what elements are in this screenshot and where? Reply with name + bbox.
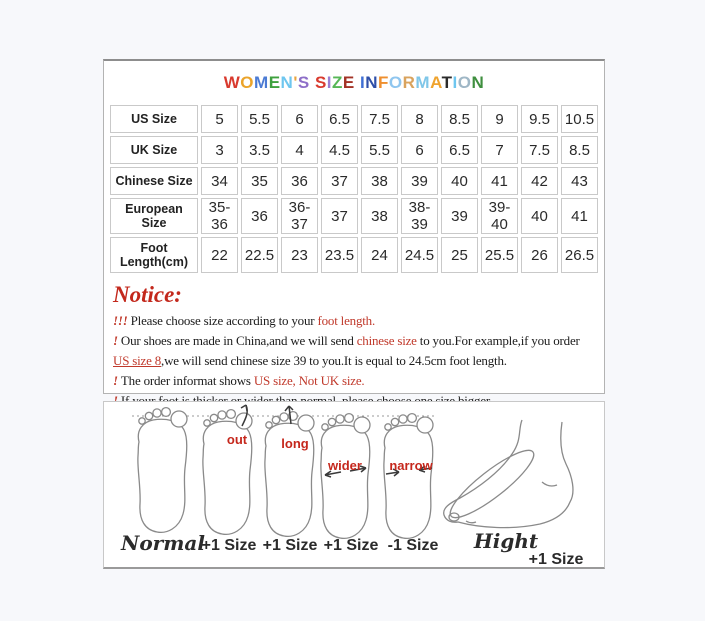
bottom-label-normal: Normal bbox=[121, 531, 205, 555]
title-letter: I bbox=[326, 73, 333, 92]
size-value-cell: 36 bbox=[241, 198, 278, 234]
size-table bbox=[107, 102, 601, 276]
foot-outline-normal bbox=[138, 408, 187, 533]
size-value-cell: 7 bbox=[481, 136, 518, 164]
size-value-cell: 38 bbox=[361, 167, 398, 195]
notice-text-segment: ! bbox=[113, 373, 121, 388]
foot-outline-narrow bbox=[384, 414, 433, 539]
title-letter: ' bbox=[293, 73, 298, 92]
notice-text-segment: US size 8 bbox=[113, 353, 162, 368]
size-value-cell: 6 bbox=[281, 105, 318, 133]
title-letter: E bbox=[268, 73, 281, 92]
title-letter: N bbox=[365, 73, 379, 92]
size-value-cell: 40 bbox=[521, 198, 558, 234]
size-value-cell: 40 bbox=[441, 167, 478, 195]
bottom-label-plus1-a: +1 Size bbox=[201, 537, 257, 554]
size-value-cell: 23.5 bbox=[321, 237, 358, 273]
title-letter: I bbox=[452, 73, 458, 92]
notice-text-segment: Our shoes are made in China,and we will send bbox=[120, 333, 357, 348]
size-value-cell: 6.5 bbox=[441, 136, 478, 164]
size-value-cell: 3 bbox=[201, 136, 238, 164]
title-letter: R bbox=[402, 73, 416, 92]
size-value-cell: 25 bbox=[441, 237, 478, 273]
size-value-cell: 8.5 bbox=[441, 105, 478, 133]
table-row bbox=[110, 136, 598, 164]
size-value-cell: 35-36 bbox=[201, 198, 238, 234]
notice-text-segment: ! bbox=[113, 333, 121, 348]
table-row bbox=[110, 237, 598, 273]
title-letter: Z bbox=[332, 73, 343, 92]
foot-diagram bbox=[104, 402, 604, 568]
foot-label-out: out bbox=[226, 432, 248, 447]
size-value-cell: 4.5 bbox=[321, 136, 358, 164]
size-value-cell: 39-40 bbox=[481, 198, 518, 234]
size-value-cell: 8.5 bbox=[561, 136, 598, 164]
size-value-cell: 26.5 bbox=[561, 237, 598, 273]
size-value-cell: 34 bbox=[201, 167, 238, 195]
size-value-cell: 5.5 bbox=[361, 136, 398, 164]
size-value-cell: 36 bbox=[281, 167, 318, 195]
notice-heading: Notice: bbox=[113, 282, 182, 307]
size-value-cell: 41 bbox=[561, 198, 598, 234]
size-value-cell: 41 bbox=[481, 167, 518, 195]
title-letter: I bbox=[360, 73, 366, 92]
notice-text-segment: The order informat shows bbox=[120, 373, 254, 388]
notice-text-segment: US size, Not UK size. bbox=[253, 373, 365, 388]
size-value-cell: 35 bbox=[241, 167, 278, 195]
row-header-cell: European Size bbox=[110, 198, 198, 234]
size-value-cell: 6 bbox=[401, 136, 438, 164]
title-letter: W bbox=[223, 73, 241, 92]
size-value-cell: 7.5 bbox=[361, 105, 398, 133]
bottom-label-minus1: -1 Size bbox=[387, 537, 439, 554]
size-value-cell: 37 bbox=[321, 167, 358, 195]
foot-diagram-panel bbox=[103, 401, 605, 569]
size-value-cell: 39 bbox=[441, 198, 478, 234]
size-value-cell: 42 bbox=[521, 167, 558, 195]
bottom-label-hight: Hight bbox=[473, 529, 539, 553]
size-value-cell: 22.5 bbox=[241, 237, 278, 273]
notice-text-segment: foot length. bbox=[317, 313, 376, 328]
size-value-cell: 6.5 bbox=[321, 105, 358, 133]
notice-text-segment: to you.For example,if you order bbox=[416, 333, 580, 348]
title-letter: M bbox=[415, 73, 431, 92]
title-letter: F bbox=[378, 73, 389, 92]
notice-lines bbox=[113, 311, 595, 411]
table-row bbox=[110, 105, 598, 133]
page-title bbox=[104, 73, 604, 93]
row-header-cell: Foot Length(cm) bbox=[110, 237, 198, 273]
size-value-cell: 37 bbox=[321, 198, 358, 234]
notice-text-segment: !!! bbox=[113, 313, 131, 328]
size-value-cell: 10.5 bbox=[561, 105, 598, 133]
size-value-cell: 25.5 bbox=[481, 237, 518, 273]
title-letter: S bbox=[297, 73, 310, 92]
title-letter: N bbox=[471, 73, 485, 92]
row-header-cell: UK Size bbox=[110, 136, 198, 164]
title-letter: A bbox=[430, 73, 442, 92]
notice-text-segment: Please choose size according to your bbox=[130, 313, 318, 328]
title-letter: S bbox=[314, 73, 327, 92]
size-value-cell: 23 bbox=[281, 237, 318, 273]
notice-line bbox=[113, 371, 595, 391]
foot-label-wider: wider bbox=[328, 458, 362, 473]
foot-label-long: long bbox=[281, 436, 309, 451]
size-info-panel bbox=[103, 59, 605, 394]
notice-section bbox=[104, 276, 604, 411]
bottom-label-plus1-b: +1 Size bbox=[262, 537, 318, 554]
size-value-cell: 24 bbox=[361, 237, 398, 273]
size-value-cell: 8 bbox=[401, 105, 438, 133]
notice-line bbox=[113, 331, 595, 351]
title-letter: O bbox=[388, 73, 403, 92]
title-letter: O bbox=[240, 73, 255, 92]
size-value-cell: 5.5 bbox=[241, 105, 278, 133]
size-value-cell: 36-37 bbox=[281, 198, 318, 234]
title-letter: M bbox=[254, 73, 269, 92]
bottom-label-plus1-c: +1 Size bbox=[323, 537, 379, 554]
size-value-cell: 5 bbox=[201, 105, 238, 133]
title-letter: T bbox=[441, 73, 453, 92]
title-letter: N bbox=[280, 73, 294, 92]
size-value-cell: 4 bbox=[281, 136, 318, 164]
row-header-cell: Chinese Size bbox=[110, 167, 198, 195]
size-value-cell: 24.5 bbox=[401, 237, 438, 273]
size-value-cell: 7.5 bbox=[521, 136, 558, 164]
notice-text-segment: ,we will send chinese size 39 to you.It is equal to 24.5cm foot length. bbox=[161, 353, 507, 368]
row-header-cell: US Size bbox=[110, 105, 198, 133]
size-value-cell: 22 bbox=[201, 237, 238, 273]
size-value-cell: 3.5 bbox=[241, 136, 278, 164]
size-value-cell: 43 bbox=[561, 167, 598, 195]
title-letter: E bbox=[342, 73, 355, 92]
size-value-cell: 38 bbox=[361, 198, 398, 234]
title-letter: O bbox=[457, 73, 472, 92]
notice-text-segment: chinese size bbox=[356, 333, 417, 348]
size-value-cell: 39 bbox=[401, 167, 438, 195]
foot-outline-long bbox=[265, 412, 314, 537]
side-foot-sketch bbox=[443, 420, 573, 528]
bottom-label-hight-size: +1 Size bbox=[528, 551, 584, 568]
notice-line bbox=[113, 311, 595, 331]
size-value-cell: 38-39 bbox=[401, 198, 438, 234]
size-value-cell: 9 bbox=[481, 105, 518, 133]
size-value-cell: 9.5 bbox=[521, 105, 558, 133]
size-value-cell: 26 bbox=[521, 237, 558, 273]
foot-label-narrow: narrow bbox=[389, 458, 433, 473]
notice-line bbox=[113, 351, 595, 371]
foot-outline-out bbox=[203, 410, 252, 535]
table-row bbox=[110, 167, 598, 195]
table-row bbox=[110, 198, 598, 234]
